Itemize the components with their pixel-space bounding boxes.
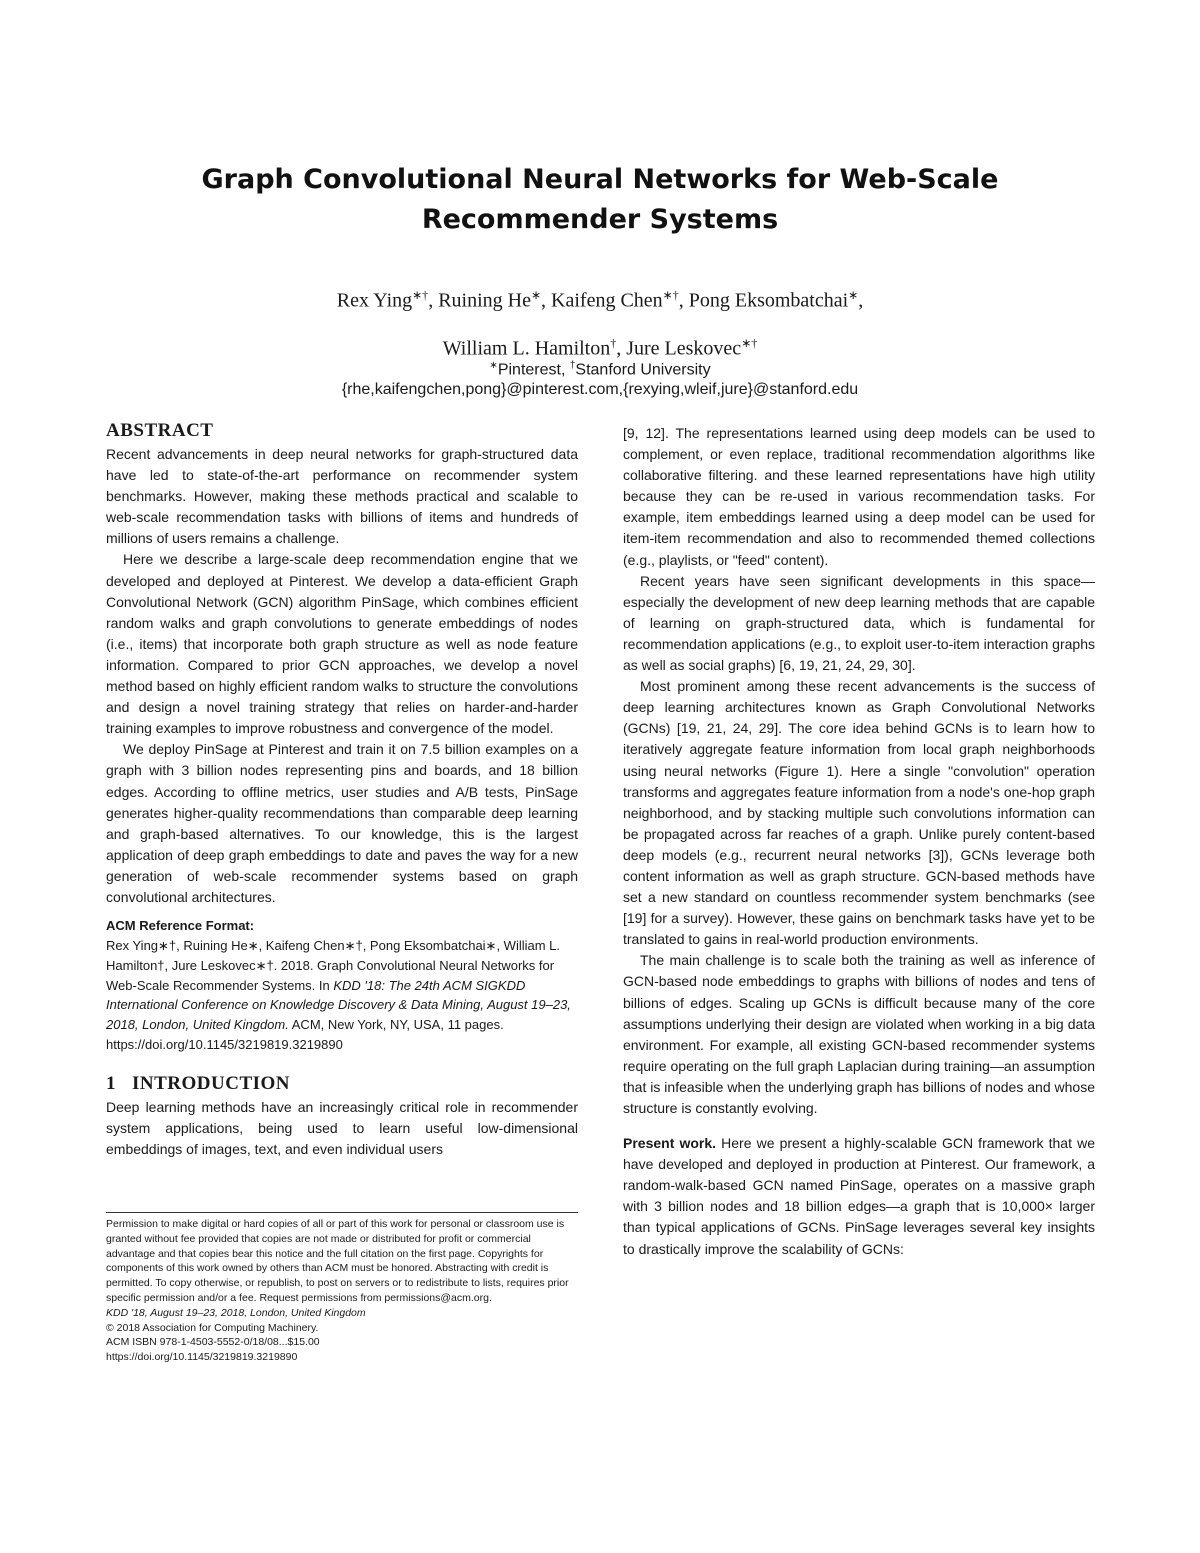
permission-note: Permission to make digital or hard copies of all or part of this work for personal or classroom use is granted without fee provided that copies are not made or distributed for profit or commercial advantage and that copies bear this notice and the full citation on the first page. Copyrights for components of this work owned by others than ACM must be honored. Abstracting with credit is permitted. To copy otherwise, or republish, to post on servers or to redistribute to lists, requires prior specific permission and/or a fee. Request permissions from permissions@acm.org. [106, 1218, 569, 1304]
author-line-1: Rex Ying∗†, Ruining He∗, Kaifeng Chen∗†, Pong Eksombatchai∗, [336, 288, 864, 312]
footnote [106, 1212, 578, 1365]
right-column [623, 423, 1095, 1260]
section-number: 1 [106, 1072, 116, 1094]
present-work-paragraph [623, 1133, 1095, 1260]
author-mark: † [610, 336, 617, 350]
affiliations [100, 355, 1100, 381]
footnote-copyright: © 2018 Association for Computing Machinery. [106, 1321, 319, 1334]
intro-heading [106, 1071, 578, 1097]
intro-paragraph: Deep learning methods have an increasingly critical role in recommender system applications, being used to learn useful low-dimensional embeddings of images, text, and even individual users [106, 1098, 578, 1158]
author-name: Kaifeng Chen [551, 289, 663, 312]
author-mark: ∗† [412, 288, 429, 302]
author-emails: {rhe,kaifengchen,pong}@pinterest.com,{rexying,wleif,jure}@stanford.edu [341, 381, 859, 398]
footnote-venue: KDD '18, August 19–23, 2018, London, United Kingdom [106, 1306, 366, 1319]
intro-paragraph: The main challenge is to scale both the training as well as inference of GCN-based node embeddings to graphs with billions of nodes and tens of billions of edges. Scaling up GCNs is difficult because many of the core assumptions underlying their design are violated when working in a big data environment. For example, all existing GCN-based recommender systems require operating on the full graph Laplacian during training—an assumption that is infeasible when the underlying graph has billions of nodes and whose structure is constantly evolving. [623, 952, 1095, 1116]
intro-paragraph: Recent years have seen significant developments in this space—especially the development of new deep learning methods that are capable of learning on graph-structured data, which is fundamental for recommendation applications (e.g., to exploit user-to-item interaction graphs as well as social graphs) [6, 19, 21, 24, 29, 30]. [623, 572, 1095, 674]
author-mark: ∗† [741, 336, 758, 350]
abstract-heading: ABSTRACT [106, 420, 214, 441]
left-column [106, 418, 578, 1160]
affil-mark: † [569, 360, 576, 371]
acm-ref-text: Rex Ying∗†, Ruining He∗, Kaifeng Chen∗†, Pong Eksombatchai∗, William L. Hamilton†, Jure Leskovec∗†. 2018. Graph Convolutional Neural Networks for Web-Scale Recommender Systems. In [106, 938, 561, 993]
author-name: William L. Hamilton [442, 337, 611, 360]
author-name: Rex Ying [336, 289, 413, 312]
author-mark: ∗† [662, 288, 679, 302]
author-name: Ruining He [438, 289, 531, 312]
paper-title: Graph Convolutional Neural Networks for Web-Scale Recommender Systems [201, 164, 999, 235]
intro-paragraph: [9, 12]. The representations learned using deep models can be used to complement, or even replace, traditional recommendation algorithms like collaborative filtering. and these learned representations have high utility because they can be re-used in various recommendation tasks. For example, item embeddings learned using a deep model can be used for item-item recommendation and also to recommended themed collections (e.g., playlists, or "feed" content). [623, 425, 1095, 568]
author-name: Jure Leskovec [626, 337, 742, 360]
affil-pinterest: Pinterest, [497, 361, 570, 379]
footnote-isbn: ACM ISBN 978-1-4503-5552-0/18/08...$15.00 [106, 1336, 320, 1349]
abstract-paragraph: Recent advancements in deep neural networks for graph-structured data have led to state-of-the-art performance on recommender system benchmarks. However, making these methods practical and scalable to web-scale recommendation tasks with billions of items and hundreds of millions of users remains a challenge. [106, 446, 578, 547]
present-work-heading: Present work. [623, 1135, 717, 1152]
acm-ref-body [106, 936, 578, 1055]
abstract-paragraph: Here we describe a large-scale deep recommendation engine that we developed and deployed at Pinterest. We develop a data-efficient Graph Convolutional Network (GCN) algorithm PinSage, which combines efficient random walks and graph convolutions to generate embeddings of nodes (i.e., items) that incorporate both graph structure as well as node feature information. Compared to prior GCN approaches, we develop a novel method based on highly efficient random walks to structure the convolutions and design a novel training strategy that relies on harder-and-harder training examples to improve robustness and convergence of the model. [106, 551, 578, 737]
present-work-text: Here we present a highly-scalable GCN framework that we have developed and deployed in production at Pinterest. Our framework, a random-walk-based GCN named PinSage, operates on a massive graph with 3 billion nodes and 18 billion edges—a graph that is 10,000× larger than typical applications of GCNs. PinSage leverages several key insights to drastically improve the scalability of GCNs: [623, 1135, 1095, 1257]
footnote-doi: https://doi.org/10.1145/3219819.3219890 [106, 1351, 298, 1364]
acm-ref-venue: KDD '18: The 24th ACM SIGKDD International Conference on Knowledge Discovery & Data Mining, August 19–23, 2018, London, United Kingdom. [106, 977, 571, 1033]
intro-paragraph: Most prominent among these recent advancements is the success of deep learning architectures known as Graph Convolutional Networks (GCNs) [19, 21, 24, 29]. The core idea behind GCNs is to learn how to iteratively aggregate feature information from local graph neighborhoods using neural networks (Figure 1). Here a single "convolution" operation transforms and aggregates feature information from a node's one-hop graph neighborhood, and by stacking multiple such convolutions information can be propagated across far reaches of a graph. Unlike purely content-based deep models (e.g., recurrent neural networks [3]), GCNs leverage both content information as well as graph structure. GCN-based methods have set a new standard on countless recommender system benchmarks (see [19] for a survey). However, these gains on benchmark tasks have yet to be translated to gains in real-world production environments. [623, 678, 1095, 948]
author-mark: ∗ [530, 288, 542, 302]
affil-mark: ∗ [489, 360, 498, 371]
abstract-paragraph: We deploy PinSage at Pinterest and train it on 7.5 billion examples on a graph with 3 billion nodes representing pins and boards, and 18 billion edges. According to offline metrics, user studies and A/B tests, PinSage generates higher-quality recommendations than comparable deep learning and graph-based alternatives. To our knowledge, this is the largest application of deep graph embeddings to date and paves the way for a new generation of web-scale recommender systems based on graph convolutional architectures. [106, 741, 578, 905]
acm-ref-text: ACM, New York, NY, USA, 11 pages. https://doi.org/10.1145/3219819.3219890 [106, 1017, 504, 1053]
author-line-2: William L. Hamilton†, Jure Leskovec∗† [442, 336, 758, 360]
affil-stanford: Stanford University [575, 361, 711, 379]
author-mark: ∗ [848, 288, 859, 302]
section-title: INTRODUCTION [132, 1072, 291, 1094]
author-name: Pong Eksombatchai [688, 289, 849, 312]
acm-ref-heading: ACM Reference Format: [106, 918, 255, 934]
